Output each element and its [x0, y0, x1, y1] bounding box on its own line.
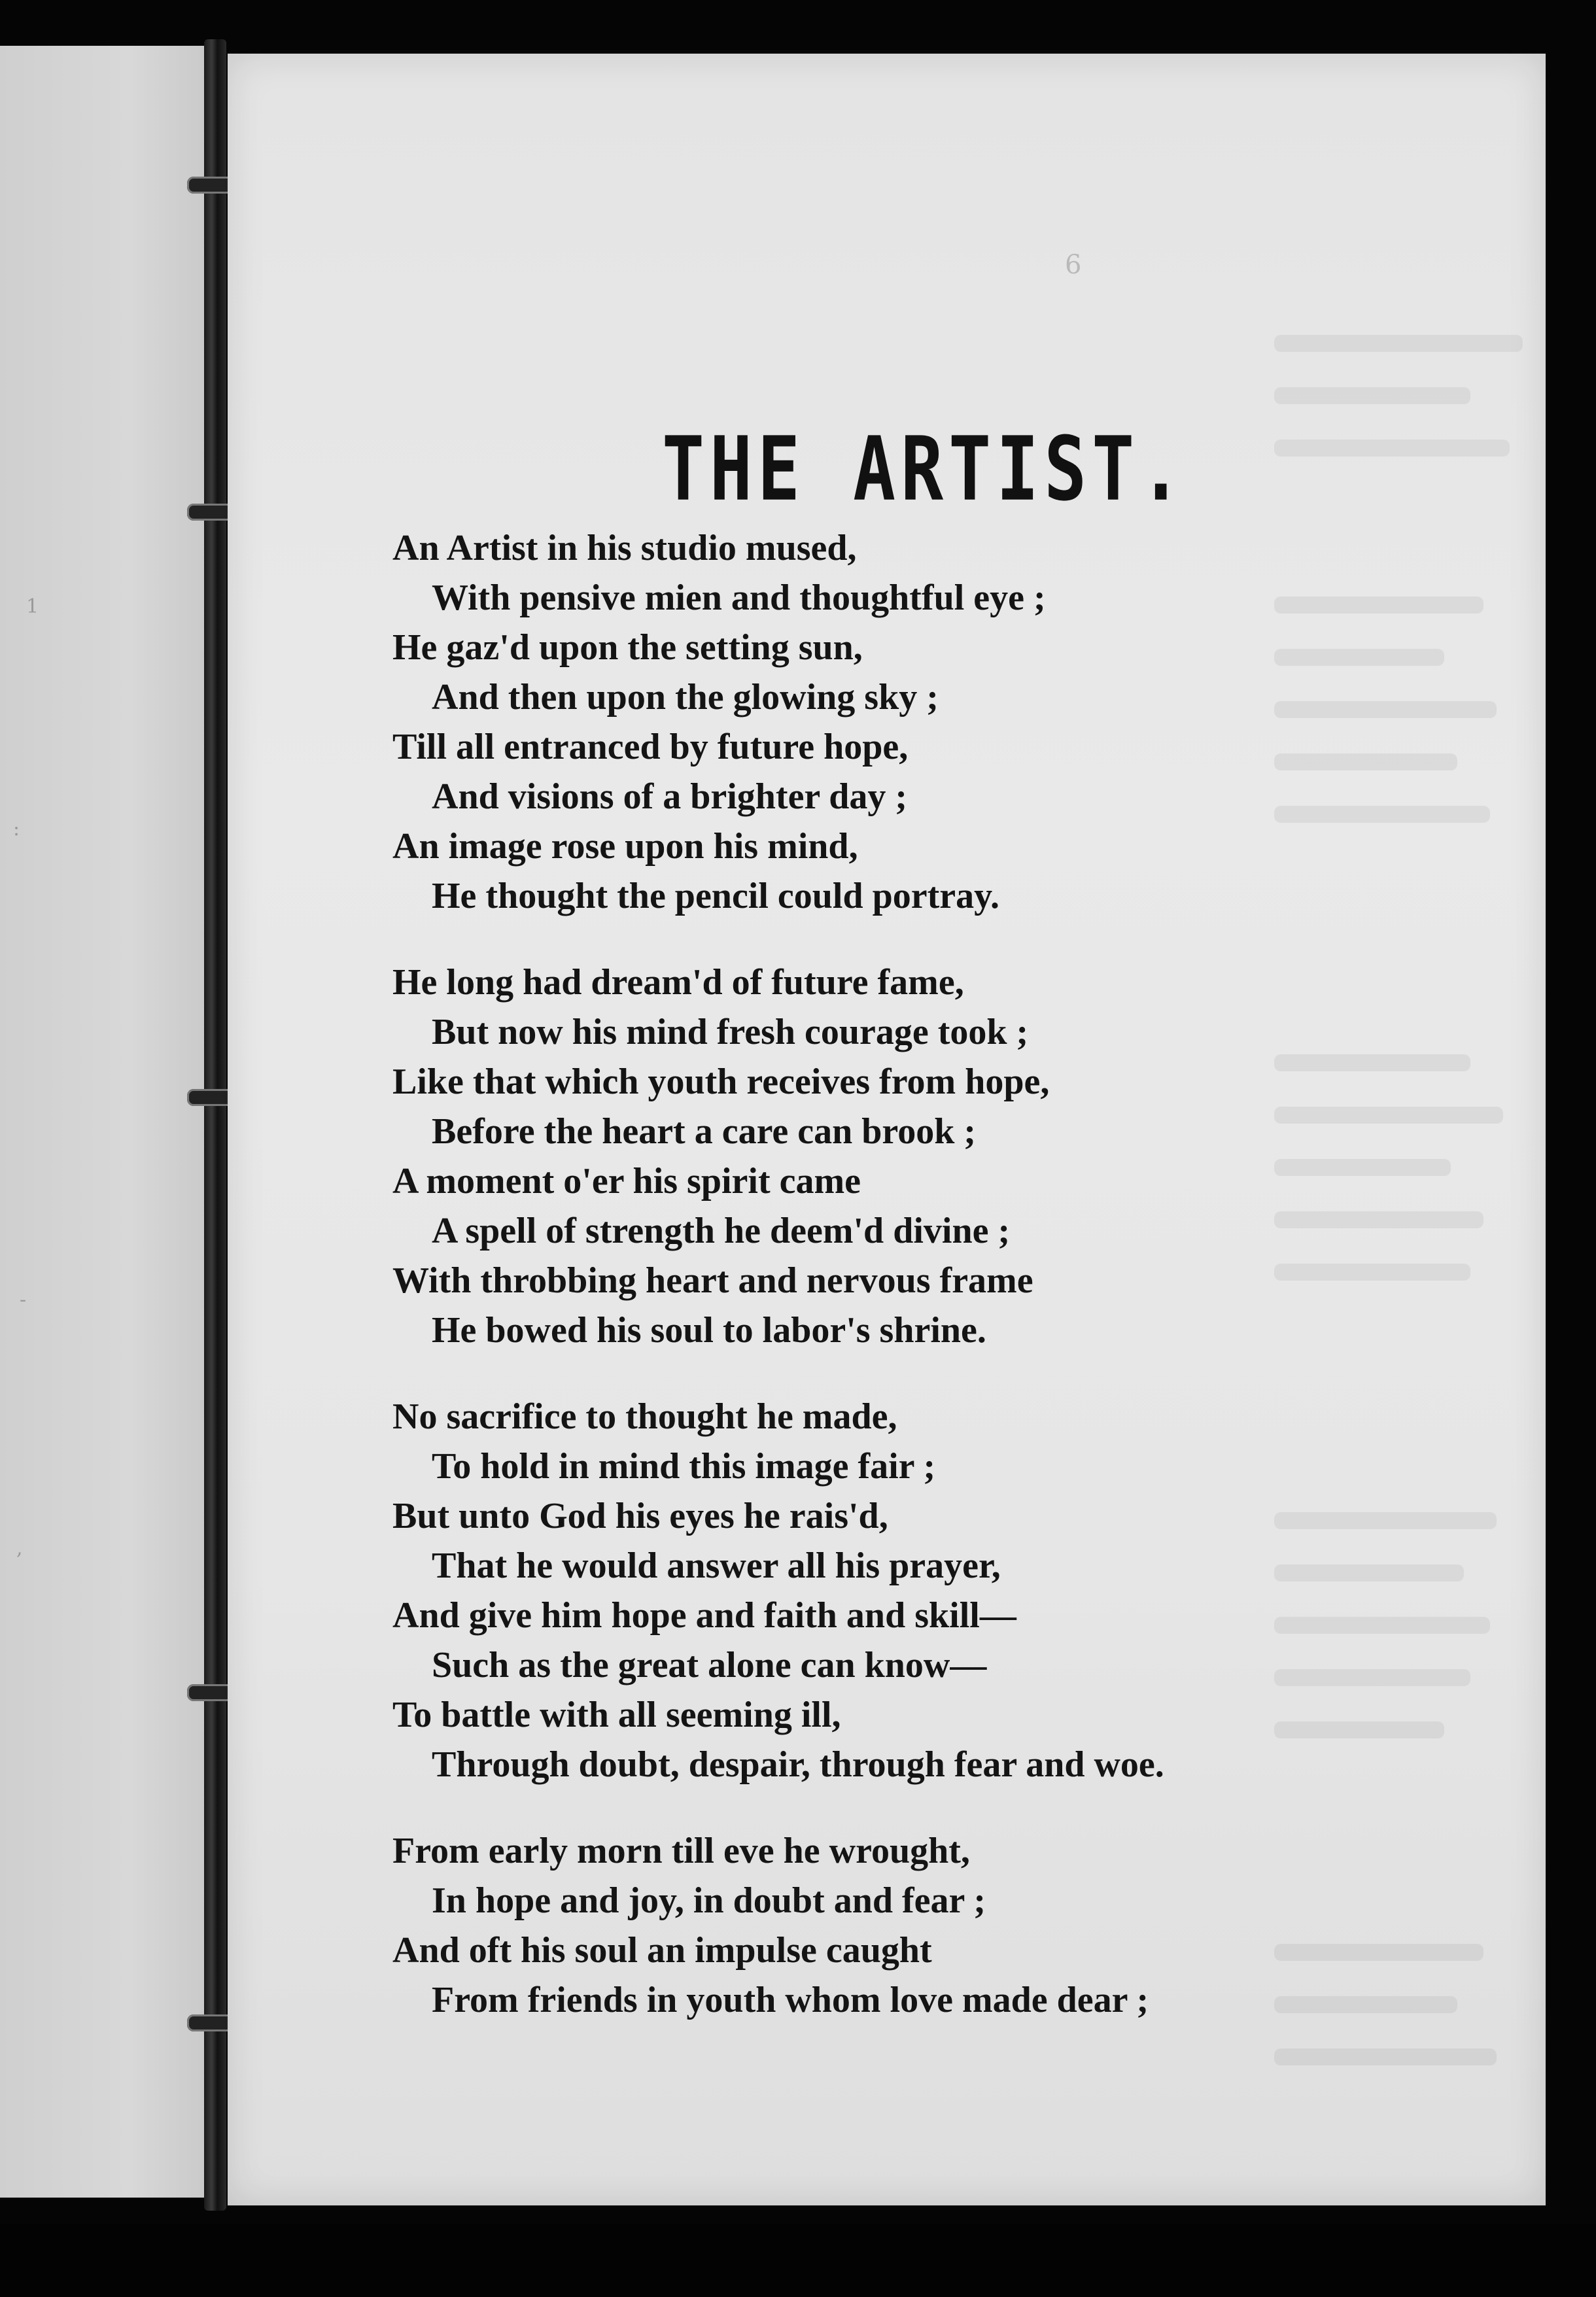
stanza — [392, 1826, 1308, 2025]
poem-line: A spell of strength he deem'd divine ; — [432, 1211, 1011, 1251]
poem-line: That he would answer all his prayer, — [432, 1546, 1001, 1586]
poem-line: Like that which youth receives from hope, — [392, 1062, 1050, 1102]
bleed-mark: : — [13, 818, 20, 840]
poem-line: And visions of a brighter day ; — [432, 776, 908, 817]
reverse-side-bleed-through — [1274, 335, 1555, 2232]
poem-line: From friends in youth whom love made dear ; — [432, 1980, 1149, 2020]
poem-line: An Artist in his studio mused, — [392, 528, 857, 568]
poem-line: And give him hope and faith and skill— — [392, 1595, 1016, 1636]
facing-page-edge — [0, 46, 216, 2198]
bleed-mark: - — [20, 1288, 27, 1311]
poem-line: Through doubt, despair, through fear and woe. — [432, 1744, 1164, 1785]
poem-line: He long had dream'd of future fame, — [392, 962, 964, 1003]
poem-line: Till all entranced by future hope, — [392, 727, 909, 767]
poem-line: From early morn till eve he wrought, — [392, 1831, 970, 1871]
poem-line: And oft his soul an impulse caught — [392, 1930, 932, 1971]
poem-line: To hold in mind this image fair ; — [432, 1446, 936, 1487]
stanza — [392, 523, 1308, 921]
poem-line: He thought the pencil could portray. — [432, 876, 1000, 916]
poem-line: Such as the great alone can know— — [432, 1645, 987, 1685]
poem-body — [392, 523, 1308, 2062]
book-binding — [204, 39, 226, 2211]
poem-line: But now his mind fresh courage took ; — [432, 1012, 1029, 1052]
poem-line: With pensive mien and thoughtful eye ; — [432, 578, 1046, 618]
page-number: 6 — [1065, 250, 1082, 280]
poem-title: THE ARTIST. — [662, 419, 1188, 521]
poem-line: He gaz'd upon the setting sun, — [392, 627, 863, 668]
stanza — [392, 958, 1308, 1355]
poem-line: No sacrifice to thought he made, — [392, 1396, 897, 1437]
poem-line: And then upon the glowing sky ; — [432, 677, 939, 717]
poem-line: In hope and joy, in doubt and fear ; — [432, 1880, 986, 1921]
bleed-mark: 1 — [26, 595, 39, 618]
poem-line: An image rose upon his mind, — [392, 826, 858, 867]
scan-border — [0, 2224, 1596, 2297]
poem-line: A moment o'er his spirit came — [392, 1161, 861, 1201]
stanza — [392, 1392, 1308, 1789]
poem-line: Before the heart a care can brook ; — [432, 1111, 977, 1152]
poem-line: To battle with all seeming ill, — [392, 1695, 841, 1735]
bleed-mark: , — [16, 1537, 23, 1560]
poem-line: He bowed his soul to labor's shrine. — [432, 1310, 986, 1351]
poem-line: But unto God his eyes he rais'd, — [392, 1496, 888, 1536]
poem-line: With throbbing heart and nervous frame — [392, 1260, 1033, 1301]
